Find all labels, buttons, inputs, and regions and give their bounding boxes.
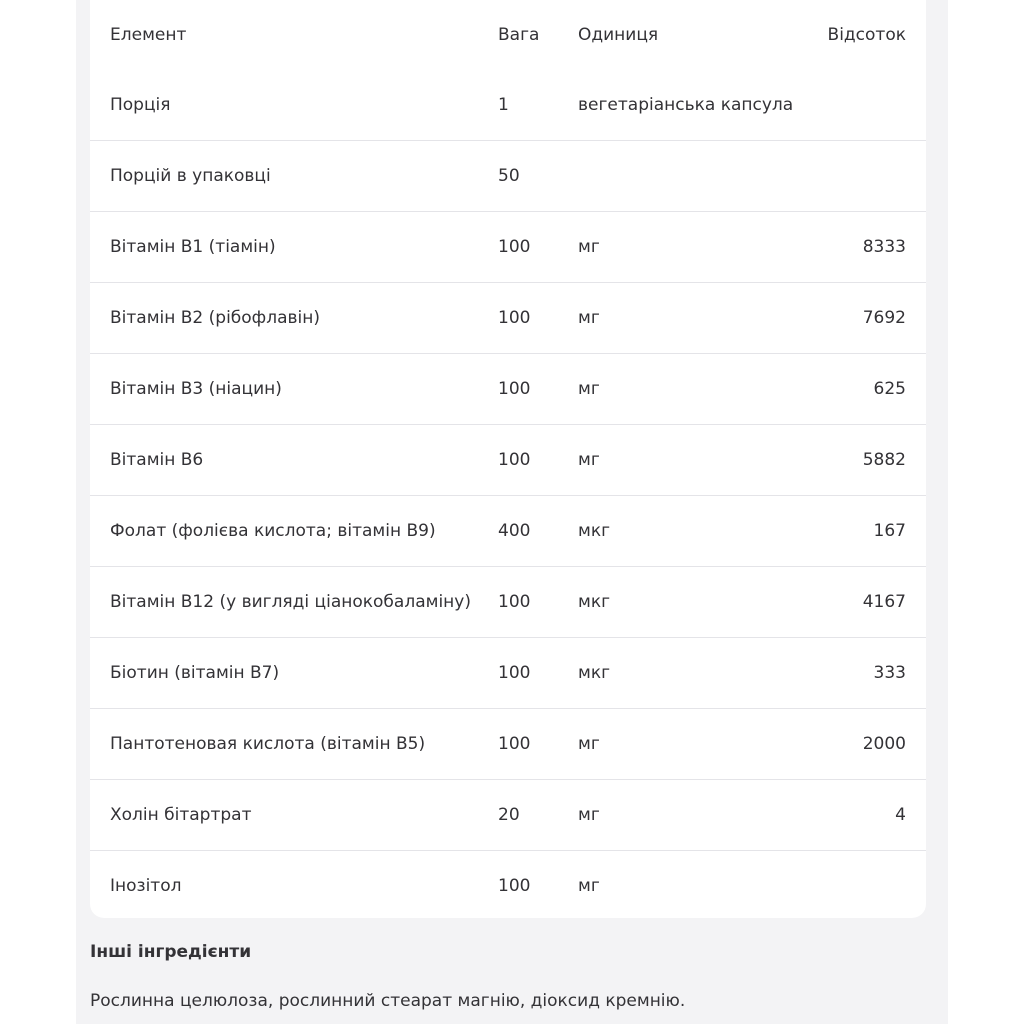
cell-percent: 333 <box>873 663 906 683</box>
cell-weight: 400 <box>498 521 531 541</box>
cell-element: Вітамін B1 (тіамін) <box>110 237 276 257</box>
cell-percent <box>778 70 926 141</box>
cell-percent: 8333 <box>862 237 906 257</box>
other-ingredients-title: Інші інгредієнти <box>90 942 252 962</box>
cell-element: Порція <box>110 95 171 115</box>
cell-element: Пантотеновая кислота (вітамін B5) <box>110 734 426 754</box>
cell-percent: 7692 <box>862 308 906 328</box>
cell-percent <box>778 851 926 919</box>
header-percent: Відсоток <box>827 25 906 45</box>
header-unit: Одиниця <box>578 25 659 45</box>
cell-element: Порцій в упаковці <box>110 166 271 186</box>
cell-weight: 100 <box>498 308 531 328</box>
cell-weight: 100 <box>498 734 531 754</box>
cell-percent: 625 <box>873 379 906 399</box>
cell-unit: мкг <box>578 592 611 612</box>
cell-unit: мг <box>578 237 600 257</box>
cell-weight: 20 <box>498 805 520 825</box>
cell-unit: мкг <box>578 521 611 541</box>
cell-percent: 167 <box>873 521 906 541</box>
cell-element: Вітамін B3 (ніацин) <box>110 379 282 399</box>
cell-unit: мг <box>578 450 600 470</box>
table-row <box>90 851 926 919</box>
table-row <box>90 212 926 283</box>
nutrition-table-card <box>90 0 926 918</box>
table-row <box>90 709 926 780</box>
cell-unit: мкг <box>578 663 611 683</box>
cell-unit: мг <box>578 379 600 399</box>
header-weight: Вага <box>498 25 540 45</box>
cell-element: Холін бітартрат <box>110 805 252 825</box>
header-element: Елемент <box>110 25 187 45</box>
cell-element: Біотин (вітамін B7) <box>110 663 280 683</box>
cell-percent: 2000 <box>862 734 906 754</box>
cell-unit: мг <box>578 805 600 825</box>
table-row <box>90 354 926 425</box>
table-row <box>90 638 926 709</box>
cell-percent: 4 <box>895 805 906 825</box>
cell-weight: 100 <box>498 237 531 257</box>
cell-weight: 50 <box>498 166 520 186</box>
table-row <box>90 141 926 212</box>
cell-unit: вегетаріанська капсула <box>578 95 794 115</box>
cell-percent <box>778 141 926 212</box>
table-body <box>90 70 926 918</box>
cell-element: Фолат (фолієва кислота; вітамін B9) <box>110 521 436 541</box>
cell-percent: 5882 <box>862 450 906 470</box>
cell-weight: 100 <box>498 450 531 470</box>
table-row <box>90 70 926 141</box>
table-row <box>90 425 926 496</box>
cell-unit: мг <box>578 734 600 754</box>
table-row <box>90 496 926 567</box>
cell-element: Інозітол <box>110 876 182 896</box>
cell-element: Вітамін B6 <box>110 450 204 470</box>
cell-weight: 100 <box>498 876 531 896</box>
table-row <box>90 283 926 354</box>
other-ingredients-text: Рослинна целюлоза, рослинний стеарат магнію, діоксид кремнію. <box>90 991 686 1011</box>
cell-weight: 1 <box>498 95 509 115</box>
cell-unit: мг <box>578 308 600 328</box>
cell-percent: 4167 <box>862 592 906 612</box>
cell-element: Вітамін B12 (у вигляді ціанокобаламіну) <box>110 592 471 612</box>
cell-weight: 100 <box>498 663 531 683</box>
cell-weight: 100 <box>498 379 531 399</box>
cell-weight: 100 <box>498 592 531 612</box>
table-header-row <box>90 0 926 70</box>
cell-element: Вітамін B2 (рібофлавін) <box>110 308 320 328</box>
cell-unit: мг <box>578 876 600 896</box>
nutrition-panel <box>76 0 948 1024</box>
cell-unit <box>578 141 778 212</box>
table-row <box>90 780 926 851</box>
table-row <box>90 567 926 638</box>
nutrition-table <box>90 0 926 918</box>
